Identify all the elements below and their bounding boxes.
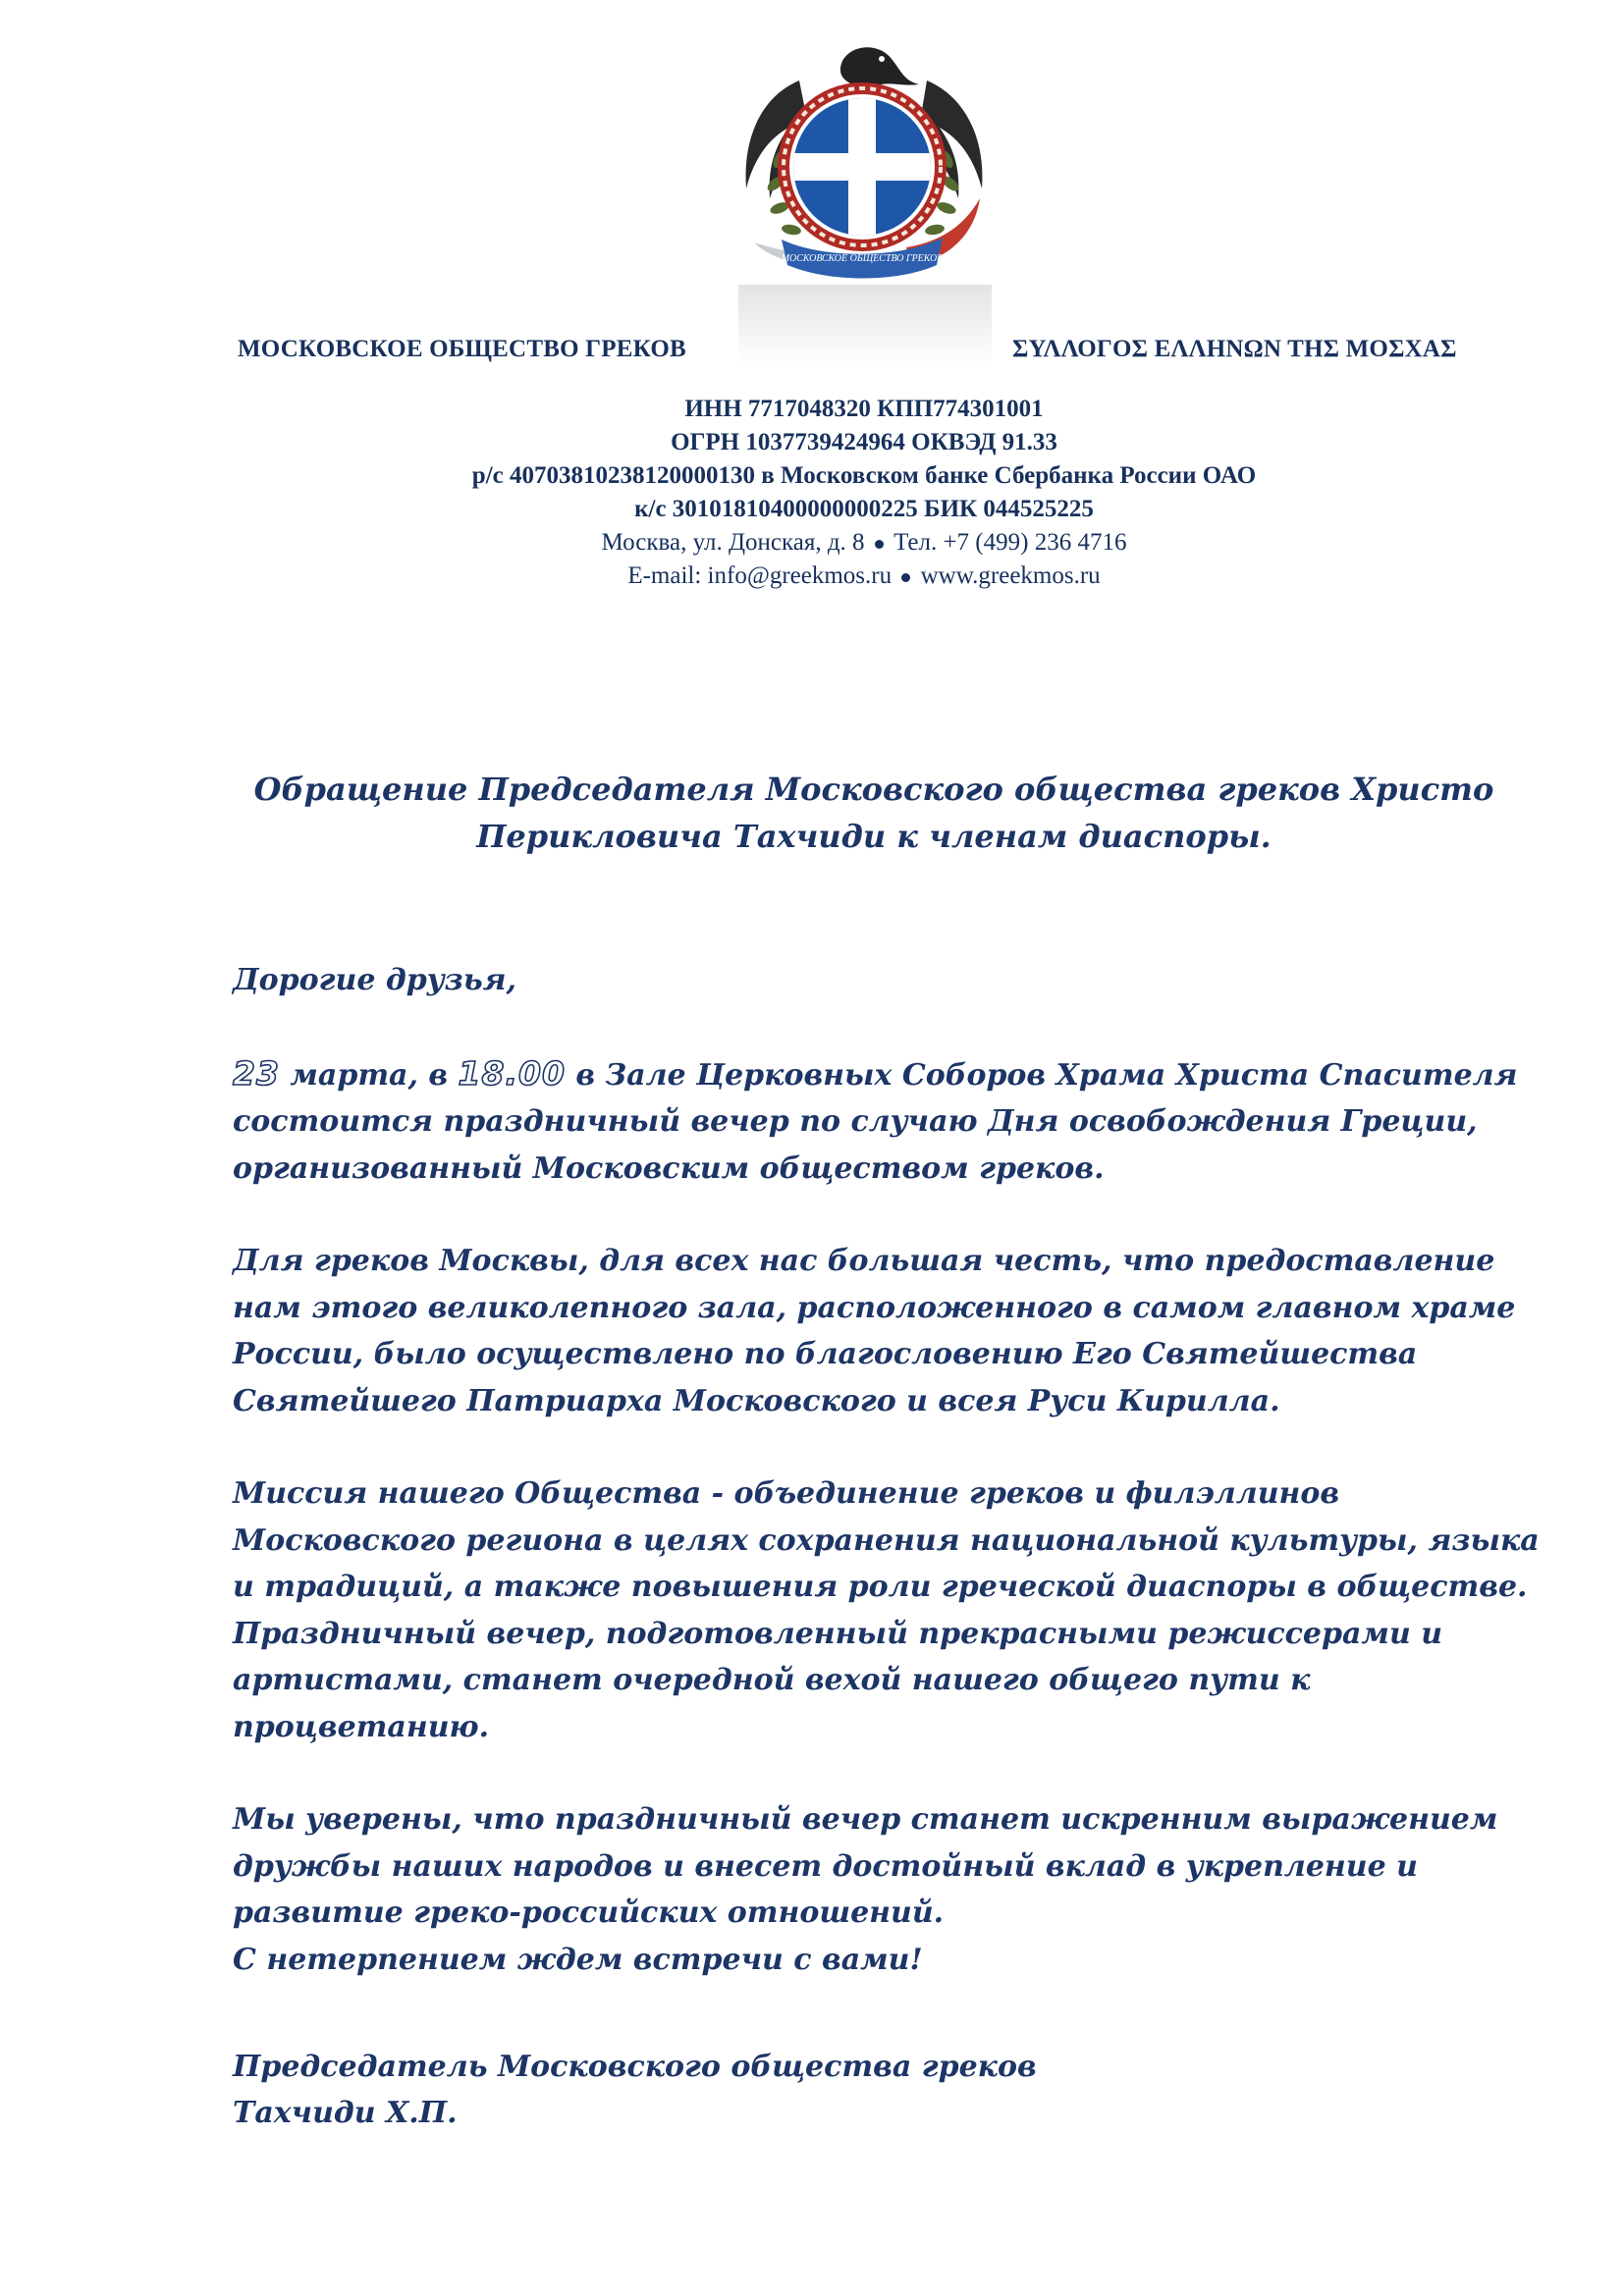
- ogrn-okved-line: ОГРН 1037739424964 ОКВЭД 91.33: [671, 429, 1057, 455]
- greek-society-emblem-icon: [734, 41, 998, 365]
- signature-block: [233, 2044, 1037, 2136]
- event-description: в Зале Церковных Соборов Храма Христа Спасителя состоится праздничный вечер по случаю Дня освобождения Греции, организованный Московским обществом греков.: [233, 1057, 1518, 1186]
- corr-account-line: к/с 30101810400000000225 БИК 044525225: [634, 496, 1094, 522]
- signature-name: Тахчиди Х.П.: [233, 2096, 458, 2130]
- email-label: E-mail:: [627, 562, 702, 589]
- bullet-icon: [875, 540, 884, 549]
- paragraph-event: [233, 1050, 1548, 1193]
- greeting: Дорогие друзья,: [233, 963, 516, 997]
- event-time: 18.00: [458, 1053, 566, 1093]
- inn-kpp-line: ИНН 7717048320 КПП774301001: [684, 396, 1044, 422]
- requisites-block: [0, 393, 1624, 593]
- paragraph-friendship: Мы уверены, что праздничный вечер станет искренним выражением дружбы наших народов и внесет достойный вклад в укрепление и развитие греко-российских отношений.: [233, 1802, 1498, 1930]
- letter-body: [233, 957, 1548, 1983]
- address-line: [0, 526, 1624, 560]
- signature-title: Председатель Московского общества греков: [233, 2050, 1037, 2084]
- org-name-ru: МОСКОВСКОЕ ОБЩЕСТВО ГРЕКОВ: [238, 336, 686, 362]
- email-link[interactable]: info@greekmos.ru: [707, 562, 893, 589]
- bank-account-line: р/с 40703810238120000130 в Московском банке Сбербанка России ОАО: [471, 462, 1257, 489]
- letter-title: Обращение Председателя Московского общества греков Христо Перикловича Тахчиди к членам диаспоры.: [253, 771, 1494, 855]
- event-date-month: марта, в: [279, 1057, 459, 1093]
- org-name-gr: ΣΥΛΛΟΓΟΣ ΕΛΛΗΝΩΝ ΤΗΣ ΜΟΣΧΑΣ: [1012, 336, 1457, 362]
- event-date: 23: [233, 1053, 280, 1093]
- address: Москва, ул. Донская, д. 8: [601, 529, 865, 556]
- phone: Тел. +7 (499) 236 4716: [893, 529, 1127, 556]
- website-link[interactable]: www.greekmos.ru: [920, 562, 1101, 589]
- logo-ribbon-text: МОСКОВСКОЕ ОБЩЕСТВО ГРЕКОВ: [781, 253, 944, 264]
- closing-line: С нетерпением ждем встречи с вами!: [233, 1942, 923, 1977]
- paragraph-mission: Миссия нашего Общества - объединение греков и филэллинов Московского региона в целях сохранения национальной культуры, языка и традиций, а также повышения роли греческой диаспоры в обществе. Праздничный вечер, подготовленный прекрасными режиссерами и артистами, станет очередной вехой нашего общего пути к процветанию.: [233, 1476, 1540, 1744]
- bullet-icon: [901, 573, 910, 582]
- paragraph-honor: Для греков Москвы, для всех нас большая честь, что предоставление нам этого великолепного зала, расположенного в самом главном храме России, было осуществлено по благословению Его Святейшества Святейшего Патриарха Московского и всея Руси Кирилла.: [233, 1244, 1516, 1418]
- contact-line: [0, 560, 1624, 593]
